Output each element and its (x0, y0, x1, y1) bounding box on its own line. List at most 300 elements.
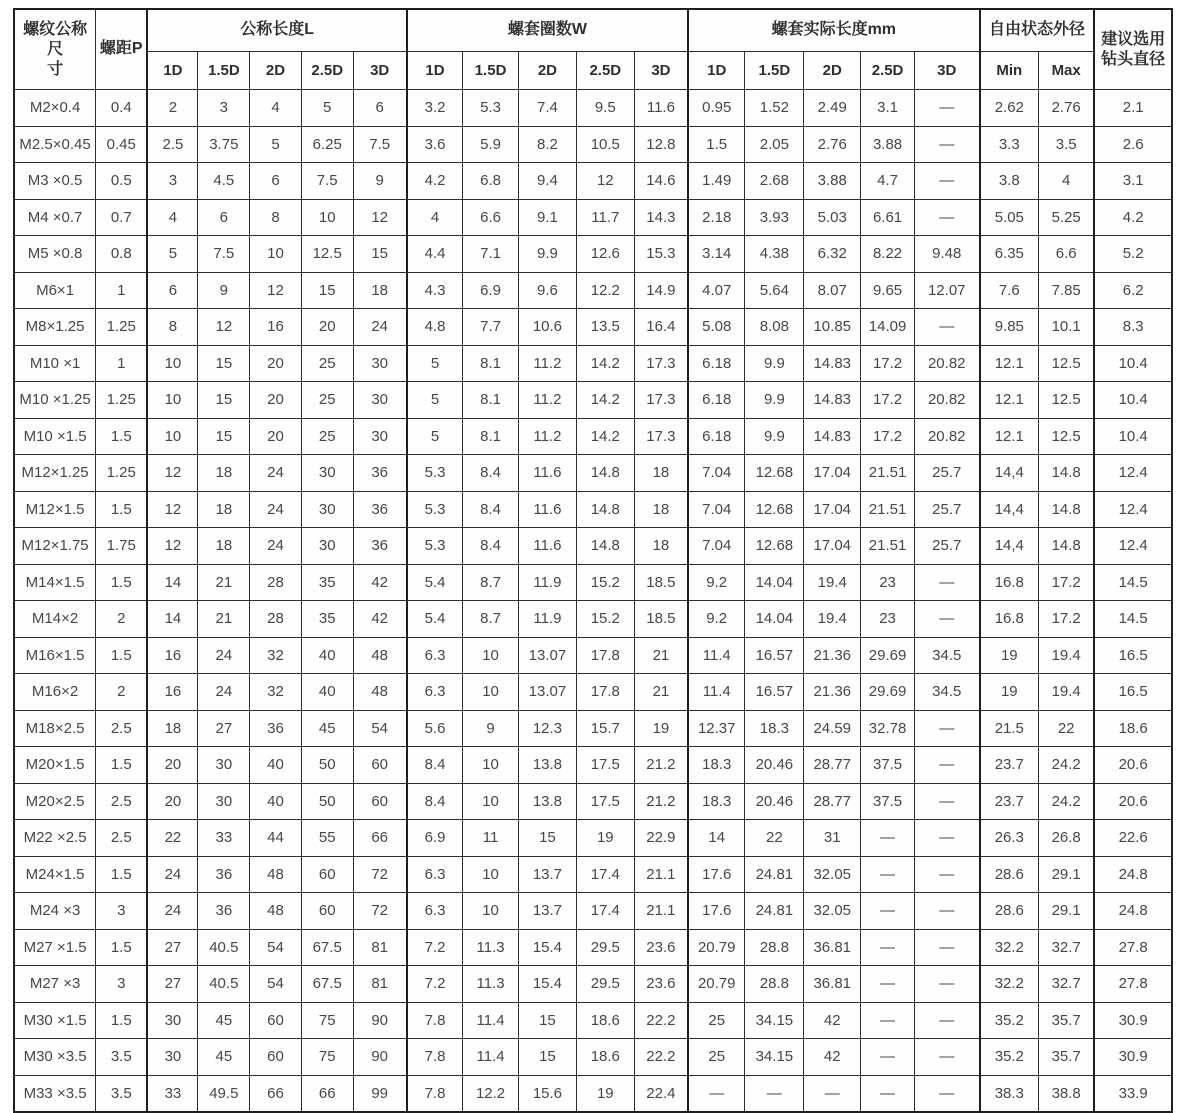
value-cell: 6.18 (688, 382, 745, 419)
subheader-coils-3d: 3D (634, 52, 688, 90)
header-pitch: 螺距P (96, 9, 148, 90)
value-cell: 7.8 (407, 1002, 463, 1039)
value-cell: 8.1 (463, 345, 519, 382)
value-cell: — (688, 1075, 745, 1112)
value-cell: — (745, 1075, 804, 1112)
value-cell: 1.52 (745, 90, 804, 127)
value-cell: 7.5 (353, 126, 407, 163)
value-cell: 11.6 (518, 528, 576, 565)
value-cell: 3.6 (407, 126, 463, 163)
value-cell: 10 (463, 637, 519, 674)
subheader-coils-2-5d: 2.5D (576, 52, 634, 90)
table-row (14, 163, 1172, 200)
value-cell: 12 (576, 163, 634, 200)
thread-size-cell: M2.5×0.45 (14, 126, 96, 163)
header-group-actual-length: 螺套实际长度mm (688, 9, 980, 52)
value-cell: 2.5 (147, 126, 198, 163)
value-cell: 9.6 (518, 272, 576, 309)
value-cell: 6.35 (980, 236, 1039, 273)
value-cell: — (914, 90, 979, 127)
value-cell: 23.6 (634, 966, 688, 1003)
header-group-nominal-length: 公称长度L (147, 9, 407, 52)
value-cell: 22.9 (634, 820, 688, 857)
value-cell: 17.3 (634, 345, 688, 382)
value-cell: 9.9 (745, 345, 804, 382)
value-cell: 22.6 (1094, 820, 1172, 857)
value-cell: 32.7 (1039, 966, 1095, 1003)
value-cell: 18.5 (634, 601, 688, 638)
value-cell: 18 (634, 491, 688, 528)
value-cell: 6.3 (407, 893, 463, 930)
value-cell: 3 (198, 90, 250, 127)
value-cell: 14.8 (576, 455, 634, 492)
value-cell: 9.4 (518, 163, 576, 200)
table-row (14, 929, 1172, 966)
value-cell: 31 (804, 820, 861, 857)
value-cell: 20 (301, 309, 353, 346)
value-cell: 12.1 (980, 382, 1039, 419)
table-row (14, 528, 1172, 565)
value-cell: 8.3 (1094, 309, 1172, 346)
value-cell: 1.25 (96, 309, 148, 346)
value-cell: 5.08 (688, 309, 745, 346)
thread-size-cell: M24×1.5 (14, 856, 96, 893)
value-cell: 2.1 (1094, 90, 1172, 127)
value-cell: 30 (301, 491, 353, 528)
value-cell: 32.2 (980, 929, 1039, 966)
value-cell: 2.6 (1094, 126, 1172, 163)
value-cell: 13.8 (518, 747, 576, 784)
value-cell: 12.37 (688, 710, 745, 747)
value-cell: 10 (250, 236, 302, 273)
value-cell: 12.68 (745, 455, 804, 492)
value-cell: 15 (518, 820, 576, 857)
value-cell: 24 (250, 528, 302, 565)
thread-size-cell: M14×1.5 (14, 564, 96, 601)
value-cell: 11.3 (463, 966, 519, 1003)
value-cell: 15.3 (634, 236, 688, 273)
value-cell: 12.4 (1094, 528, 1172, 565)
value-cell: 26.3 (980, 820, 1039, 857)
value-cell: 12.4 (1094, 491, 1172, 528)
value-cell: 3.5 (96, 1075, 148, 1112)
table-row (14, 272, 1172, 309)
thread-size-cell: M12×1.25 (14, 455, 96, 492)
value-cell: 24.81 (745, 856, 804, 893)
value-cell: 14.83 (804, 418, 861, 455)
value-cell: 10 (147, 345, 198, 382)
value-cell: 9.65 (861, 272, 915, 309)
value-cell: 32.2 (980, 966, 1039, 1003)
value-cell: 3 (147, 163, 198, 200)
value-cell: 6 (353, 90, 407, 127)
table-row (14, 710, 1172, 747)
value-cell: 17.8 (576, 674, 634, 711)
value-cell: 35.2 (980, 1002, 1039, 1039)
subheader-length-1-5d: 1.5D (198, 52, 250, 90)
value-cell: 18 (147, 710, 198, 747)
value-cell: 14.8 (1039, 455, 1095, 492)
thread-size-cell: M20×1.5 (14, 747, 96, 784)
value-cell: 36 (353, 528, 407, 565)
value-cell: — (914, 856, 979, 893)
value-cell: 5.4 (407, 601, 463, 638)
thread-size-cell: M20×2.5 (14, 783, 96, 820)
value-cell: 13.7 (518, 856, 576, 893)
value-cell: 8.08 (745, 309, 804, 346)
value-cell: 7.2 (407, 929, 463, 966)
value-cell: 81 (353, 966, 407, 1003)
subheader-actual-1d: 1D (688, 52, 745, 90)
table-row (14, 455, 1172, 492)
value-cell: 14.8 (576, 528, 634, 565)
value-cell: 16 (147, 674, 198, 711)
value-cell: 15 (353, 236, 407, 273)
value-cell: 18 (198, 491, 250, 528)
value-cell: — (914, 820, 979, 857)
value-cell: 48 (250, 856, 302, 893)
value-cell: 34.15 (745, 1039, 804, 1076)
value-cell: 21.1 (634, 856, 688, 893)
value-cell: 3 (96, 966, 148, 1003)
value-cell: 60 (353, 783, 407, 820)
value-cell: 3.88 (861, 126, 915, 163)
value-cell: 11.6 (634, 90, 688, 127)
value-cell: 20.6 (1094, 747, 1172, 784)
value-cell: 48 (353, 637, 407, 674)
value-cell: 32.7 (1039, 929, 1095, 966)
table-row (14, 1002, 1172, 1039)
value-cell: 32 (250, 674, 302, 711)
value-cell: 3.75 (198, 126, 250, 163)
value-cell: 35.7 (1039, 1039, 1095, 1076)
value-cell: 16.5 (1094, 674, 1172, 711)
value-cell: 60 (301, 856, 353, 893)
table-row (14, 966, 1172, 1003)
value-cell: 29.1 (1039, 856, 1095, 893)
value-cell: 32.05 (804, 893, 861, 930)
value-cell: 10.85 (804, 309, 861, 346)
value-cell: 15 (301, 272, 353, 309)
value-cell: 6.3 (407, 637, 463, 674)
value-cell: 15 (518, 1002, 576, 1039)
value-cell: 37.5 (861, 747, 915, 784)
value-cell: — (914, 1002, 979, 1039)
value-cell: 36 (198, 856, 250, 893)
table-row (14, 820, 1172, 857)
value-cell: 15.4 (518, 929, 576, 966)
value-cell: 20.79 (688, 966, 745, 1003)
value-cell: 36 (198, 893, 250, 930)
value-cell: 2.5 (96, 710, 148, 747)
value-cell: 18 (198, 528, 250, 565)
thread-size-cell: M12×1.5 (14, 491, 96, 528)
value-cell: 42 (804, 1039, 861, 1076)
value-cell: 15.2 (576, 564, 634, 601)
table-row (14, 1075, 1172, 1112)
value-cell: 21.51 (861, 528, 915, 565)
value-cell: 5 (407, 382, 463, 419)
subheader-actual-3d: 3D (914, 52, 979, 90)
value-cell: 22.4 (634, 1075, 688, 1112)
value-cell: 6.6 (1039, 236, 1095, 273)
value-cell: 14.9 (634, 272, 688, 309)
value-cell: 14.04 (745, 564, 804, 601)
value-cell: 28.6 (980, 856, 1039, 893)
value-cell: 16.57 (745, 674, 804, 711)
value-cell: 12.1 (980, 345, 1039, 382)
value-cell: 27 (147, 966, 198, 1003)
thread-size-cell: M10 ×1.5 (14, 418, 96, 455)
thread-insert-spec-table-wrap (13, 8, 1173, 1113)
value-cell: 18 (634, 528, 688, 565)
value-cell: 28.8 (745, 966, 804, 1003)
value-cell: — (914, 564, 979, 601)
value-cell: 9.9 (518, 236, 576, 273)
thread-size-cell: M33 ×3.5 (14, 1075, 96, 1112)
value-cell: 15.6 (518, 1075, 576, 1112)
value-cell: 17.2 (861, 382, 915, 419)
value-cell: 10 (463, 856, 519, 893)
value-cell: 7.04 (688, 528, 745, 565)
value-cell: — (914, 163, 979, 200)
value-cell: 60 (250, 1039, 302, 1076)
value-cell: 12.5 (1039, 382, 1095, 419)
value-cell: 17.6 (688, 893, 745, 930)
value-cell: — (914, 710, 979, 747)
value-cell: 5 (250, 126, 302, 163)
value-cell: 1.5 (96, 856, 148, 893)
value-cell: 75 (301, 1039, 353, 1076)
value-cell: 1.5 (688, 126, 745, 163)
value-cell: 9.48 (914, 236, 979, 273)
value-cell: 72 (353, 893, 407, 930)
value-cell: 2.5 (96, 820, 148, 857)
value-cell: 20.46 (745, 783, 804, 820)
value-cell: 1 (96, 345, 148, 382)
value-cell: 10 (463, 674, 519, 711)
table-row (14, 236, 1172, 273)
value-cell: 12.4 (1094, 455, 1172, 492)
table-row (14, 637, 1172, 674)
value-cell: 4.38 (745, 236, 804, 273)
value-cell: 11.3 (463, 929, 519, 966)
value-cell: 29.69 (861, 674, 915, 711)
value-cell: 17.2 (861, 418, 915, 455)
value-cell: 45 (301, 710, 353, 747)
value-cell: 4 (407, 199, 463, 236)
value-cell: 4.7 (861, 163, 915, 200)
value-cell: 17.04 (804, 528, 861, 565)
value-cell: 5 (407, 418, 463, 455)
value-cell: 16.4 (634, 309, 688, 346)
value-cell: 18.6 (576, 1039, 634, 1076)
value-cell: 17.3 (634, 418, 688, 455)
value-cell: 17.5 (576, 747, 634, 784)
table-row (14, 564, 1172, 601)
value-cell: 38.3 (980, 1075, 1039, 1112)
thread-size-cell: M18×2.5 (14, 710, 96, 747)
value-cell: 24.2 (1039, 783, 1095, 820)
value-cell: 21.51 (861, 455, 915, 492)
value-cell: 10 (147, 418, 198, 455)
value-cell: 1 (96, 272, 148, 309)
value-cell: 2.5 (96, 783, 148, 820)
value-cell: 8.7 (463, 601, 519, 638)
value-cell: 10 (463, 783, 519, 820)
thread-size-cell: M2×0.4 (14, 90, 96, 127)
value-cell: 17.04 (804, 455, 861, 492)
value-cell: 11.6 (518, 455, 576, 492)
value-cell: 8.4 (463, 491, 519, 528)
value-cell: 12.5 (1039, 418, 1095, 455)
value-cell: 10.6 (518, 309, 576, 346)
value-cell: 30 (301, 528, 353, 565)
value-cell: 27 (198, 710, 250, 747)
value-cell: 18 (634, 455, 688, 492)
value-cell: 15.2 (576, 601, 634, 638)
value-cell: 9.9 (745, 418, 804, 455)
value-cell: 10.4 (1094, 345, 1172, 382)
value-cell: 12.2 (576, 272, 634, 309)
value-cell: 14.8 (1039, 528, 1095, 565)
value-cell: 7.04 (688, 491, 745, 528)
value-cell: 18.3 (745, 710, 804, 747)
value-cell: 9.2 (688, 564, 745, 601)
value-cell: 24 (147, 856, 198, 893)
value-cell: 14.8 (576, 491, 634, 528)
value-cell: 20 (250, 345, 302, 382)
value-cell: 45 (198, 1039, 250, 1076)
subheader-length-1d: 1D (147, 52, 198, 90)
value-cell: 2 (147, 90, 198, 127)
value-cell: — (914, 1075, 979, 1112)
value-cell: 3.1 (1094, 163, 1172, 200)
value-cell: 3.2 (407, 90, 463, 127)
value-cell: 28.8 (745, 929, 804, 966)
header-drill-diameter-line1: 建议选用 (1101, 30, 1166, 48)
value-cell: 14.5 (1094, 601, 1172, 638)
value-cell: 81 (353, 929, 407, 966)
value-cell: 7.6 (980, 272, 1039, 309)
value-cell: 6 (250, 163, 302, 200)
value-cell: 8.1 (463, 418, 519, 455)
value-cell: — (914, 929, 979, 966)
value-cell: 6.61 (861, 199, 915, 236)
value-cell: 9.2 (688, 601, 745, 638)
thread-size-cell: M24 ×3 (14, 893, 96, 930)
value-cell: 25 (301, 418, 353, 455)
value-cell: 16.5 (1094, 637, 1172, 674)
value-cell: 11.9 (518, 601, 576, 638)
value-cell: 6.3 (407, 856, 463, 893)
value-cell: 1.5 (96, 1002, 148, 1039)
value-cell: 24 (353, 309, 407, 346)
value-cell: 8.2 (518, 126, 576, 163)
value-cell: 36.81 (804, 966, 861, 1003)
value-cell: 13.07 (518, 637, 576, 674)
value-cell: 5.4 (407, 564, 463, 601)
table-row (14, 309, 1172, 346)
value-cell: 11.7 (576, 199, 634, 236)
value-cell: 2.76 (804, 126, 861, 163)
value-cell: 4.4 (407, 236, 463, 273)
value-cell: 15 (518, 1039, 576, 1076)
value-cell: 5.3 (407, 491, 463, 528)
header-group-coil-count: 螺套圈数W (407, 9, 688, 52)
value-cell: 2.05 (745, 126, 804, 163)
value-cell: 33 (198, 820, 250, 857)
value-cell: 25.7 (914, 528, 979, 565)
value-cell: 30 (301, 455, 353, 492)
value-cell: 23 (861, 564, 915, 601)
value-cell: 6.8 (463, 163, 519, 200)
value-cell: 7.7 (463, 309, 519, 346)
value-cell: 2.18 (688, 199, 745, 236)
value-cell: 24.8 (1094, 856, 1172, 893)
value-cell: 6 (147, 272, 198, 309)
value-cell: — (914, 893, 979, 930)
table-row (14, 747, 1172, 784)
value-cell: 34.15 (745, 1002, 804, 1039)
value-cell: 4 (147, 199, 198, 236)
value-cell: 6.2 (1094, 272, 1172, 309)
value-cell: 17.5 (576, 783, 634, 820)
value-cell: 4.8 (407, 309, 463, 346)
value-cell: 1.5 (96, 564, 148, 601)
value-cell: 6.6 (463, 199, 519, 236)
value-cell: 6.25 (301, 126, 353, 163)
value-cell: 38.8 (1039, 1075, 1095, 1112)
value-cell: 0.8 (96, 236, 148, 273)
value-cell: 3.14 (688, 236, 745, 273)
value-cell: 60 (353, 747, 407, 784)
value-cell: 19.4 (1039, 674, 1095, 711)
value-cell: 27.8 (1094, 966, 1172, 1003)
table-body (14, 90, 1172, 1113)
subheader-actual-1-5d: 1.5D (745, 52, 804, 90)
value-cell: 13.07 (518, 674, 576, 711)
value-cell: 30 (198, 783, 250, 820)
value-cell: 10.4 (1094, 418, 1172, 455)
table-row (14, 601, 1172, 638)
thread-size-cell: M12×1.75 (14, 528, 96, 565)
thread-insert-spec-table (13, 8, 1173, 1113)
value-cell: 30 (198, 747, 250, 784)
value-cell: 20 (147, 747, 198, 784)
value-cell: 11.6 (518, 491, 576, 528)
value-cell: 11.4 (688, 637, 745, 674)
value-cell: 29.5 (576, 929, 634, 966)
value-cell: 32.05 (804, 856, 861, 893)
value-cell: 17.2 (1039, 601, 1095, 638)
value-cell: 3 (96, 893, 148, 930)
value-cell: 9 (463, 710, 519, 747)
value-cell: 14.83 (804, 345, 861, 382)
table-row (14, 783, 1172, 820)
value-cell: 42 (353, 564, 407, 601)
value-cell: 21.36 (804, 674, 861, 711)
value-cell: 72 (353, 856, 407, 893)
value-cell: 24 (250, 491, 302, 528)
value-cell: 2.62 (980, 90, 1039, 127)
thread-size-cell: M30 ×1.5 (14, 1002, 96, 1039)
value-cell: 13.7 (518, 893, 576, 930)
thread-size-cell: M4 ×0.7 (14, 199, 96, 236)
thread-size-cell: M6×1 (14, 272, 96, 309)
value-cell: 11.2 (518, 382, 576, 419)
value-cell: 24.2 (1039, 747, 1095, 784)
